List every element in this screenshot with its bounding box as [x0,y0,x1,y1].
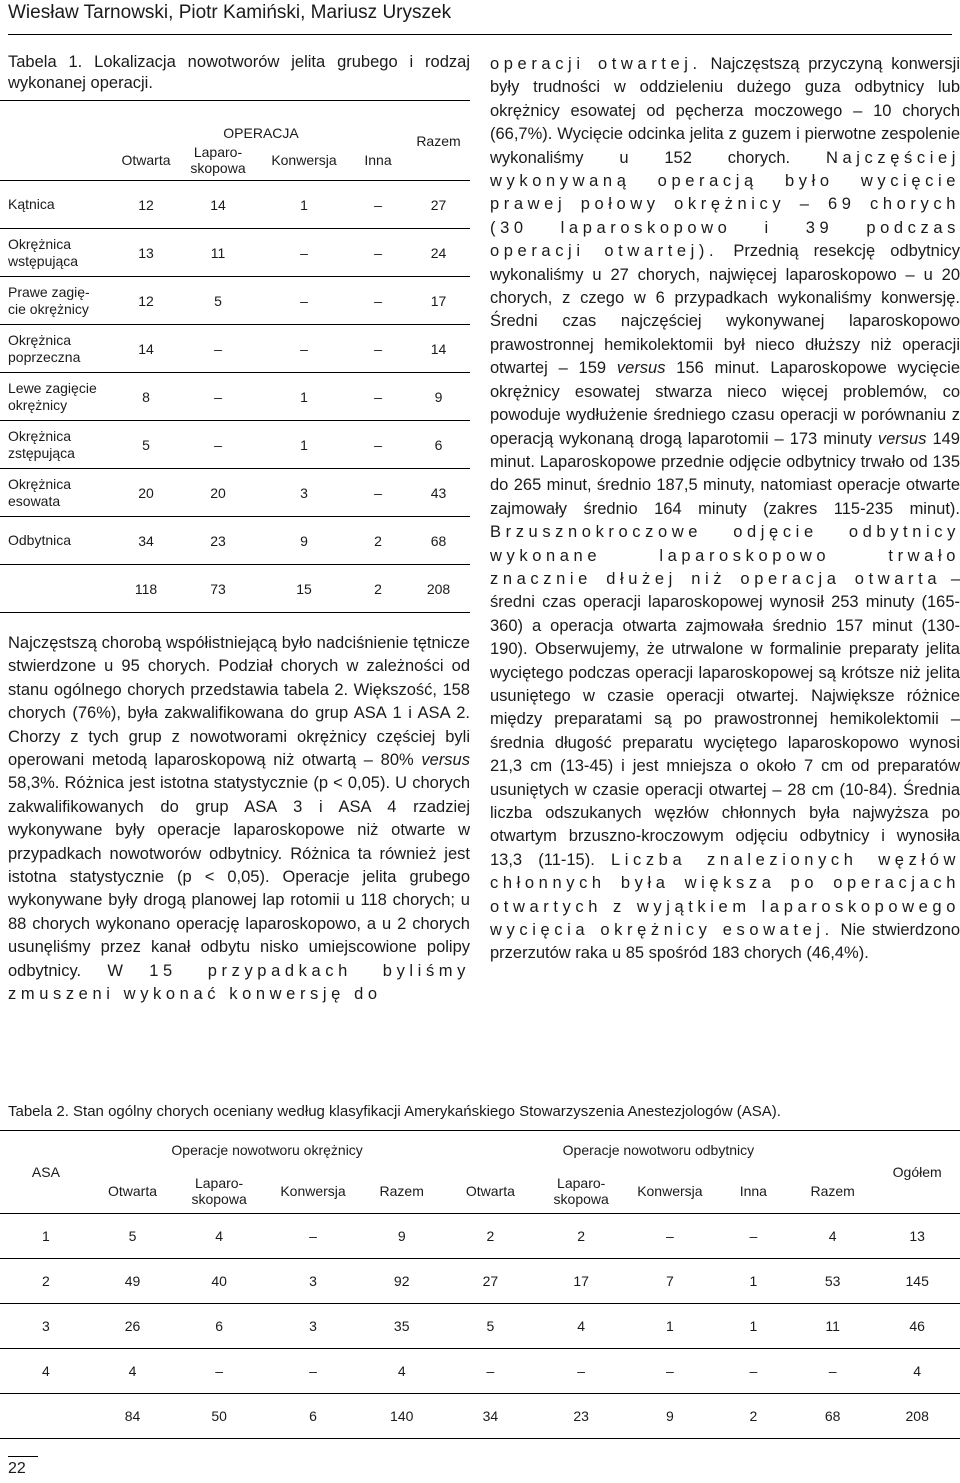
table1-cell: 12 [115,181,177,229]
table2-cell: – [624,1214,716,1259]
table2-cell: 2 [538,1214,624,1259]
table1-cell: – [259,277,349,325]
table1-row-label: Odbytnica [0,517,115,565]
table2-col-total: Ogółem [874,1131,960,1214]
running-header-authors: Wiesław Tarnowski, Piotr Kamiński, Mariusz Uryszek [8,2,452,23]
table1-cell: – [349,373,407,421]
table2-cell: 68 [791,1394,874,1439]
table1-cell: 23 [177,517,259,565]
table1-cell: 12 [115,277,177,325]
table1-total-row [0,565,470,613]
table2-cell: 5 [92,1214,173,1259]
table2-cell: 2 [0,1259,92,1304]
table2-col-asa: ASA [0,1131,92,1214]
table2-row [0,1214,960,1259]
table2-sub-konwersja: Konwersja [280,1183,346,1199]
paragraph: Najczęstszą chorobą współistniejącą było nadciśnienie tętnicze stwierdzone u 95 chorych. Podział chorych w zależności od stanu ogólnego chorych przedstawia tabela 2. Większość, 158 chorych (76%), była zakwalifikowana do grup ASA 1 i ASA 2. Chorzy z tych grup z nowotworami okrężnicy częściej byli operowani metodą laparoskopową niż otwartą – 80% versus 58,3%. Różnica jest istotna statystycznie (p < 0,05). U chorych zakwalifikowanych do grup ASA 3 i ASA 4 rzadziej wykonywane były operacje laparoskopowe niż otwarte w przypadkach nowotworów odbytnicy. Różnica ta również jest istotna statystycznie (p < 0,05). Operacje jelita grubego wykonywane były drogą planowej lap rotomii u 118 chorych; u 88 chorych wykonano operację laparoskopowo, a u 2 chorych usunęliśmy przez kanał odbytu nisko umiejscowione polipy odbytnicy. W 15 przypadkach byliśmy zmuszeni wykonać konwersję do [8,634,470,1004]
table2-cell: 2 [442,1214,538,1259]
table1-caption: Tabela 1. Lokalizacja nowotworów jelita grubego i rodzaj wykonanej operacji. [8,53,470,92]
table2-cell: 46 [874,1304,960,1349]
table1-col-laparoskopowa: Laparo- skopowa [190,144,246,177]
table2-sub-inna: Inna [739,1183,767,1199]
table1-row-label: Prawe zagię- cie okrężnicy [0,277,115,325]
table1-cell: – [349,469,407,517]
table1-cell: 3 [259,469,349,517]
table2-cell: 17 [538,1259,624,1304]
table2-cell: 4 [0,1349,92,1394]
table1-cell: 1 [259,421,349,469]
table2-cell: – [538,1349,624,1394]
paragraph: operacji otwartej. Najczęstszą przyczyną konwersji były trudności w oddzieleniu dużego guza odbytnicy lub okrężnicy esowatej od pęcherza moczowego – 10 chorych (66,7%). Wycięcie odcinka jelita z guzem i pierwotne zespolenie wykonaliśmy u 152 chorych. Najczęściej wykonywaną operacją było wycięcie prawej połowy okrężnicy – 69 chorych (30 laparoskopowo i 39 podczas operacji otwartej). Przednią resekcję odbytnicy wykonaliśmy u 27 chorych, najwięcej laparoskopowo – u 20 chorych, z czego w 6 przypadkach wykonaliśmy konwersję. Średni czas najczęściej wykonywanej laparoskopowo prawostronnej hemikolektomii był nieco dłuższy niż operacji otwartej – 159 versus 156 minut. Laparoskopowe wycięcie okrężnicy esowatej stwarza nieco więcej problemów, co powoduje wydłużenie średniego czasu operacji w porównaniu z operacją wykonaną drogą laparotomii – 173 minuty versus 149 minut. Laparoskopowe przednie odjęcie odbytnicy trwało od 135 do 265 minut, średnio 187,5 minuty, natomiast operacje otwarte zajmowały średnio 164 minuty (zakres 115-235 minut). Brzusznokroczowe odjęcie odbytnicy wykonane laparoskopowo trwało znacznie dłużej niż operacja otwarta – średni czas operacji laparoskopowej wynosił 253 minuty (165-360) a operacja otwarta zajmowała średnio 157 minut (130-190). Obserwujemy, że utrwalone w formalinie preparaty jelita wyciętego podczas operacji laparoskopowej są krótsze niż jelita usuniętego w czasie operacji otwartej. Największe różnice między preparatami są po prawostronnej hemikolektomii – średnia długość preparatu wyciętego laparoskopowo wynosi 21,3 cm (13-45) i jest mniejsza o około 7 cm od preparatów usuniętych w czasie operacji otwartej – 28 cm (10-84). Średnia liczba odszukanych węzłów chłonnych była najwyższa po otwartym brzuszno-kroczowym odjęciu odbytnicy i wynosiła 13,3 (11-15). Liczba znalezionych węzłów chłonnych była większa po operacjach otwartych z wyjątkiem laparoskopowego wycięcia okrężnicy esowatej. Nie stwierdzono przerzutów raka u 85 spośród 183 chorych (46,4%). [490,55,960,963]
table1-row-label: Okrężnica zstępująca [0,421,115,469]
table2-cell: 4 [361,1349,442,1394]
table2-cell [0,1394,92,1439]
table2-cell: 23 [538,1394,624,1439]
table2-cell: 140 [361,1394,442,1439]
table2-cell: 6 [173,1304,265,1349]
table2-cell: – [791,1349,874,1394]
table1-cell: 13 [115,229,177,277]
table2-cell: 34 [442,1394,538,1439]
table1-row-label: Kątnica [0,181,115,229]
table2-sub-otwarta: Otwarta [465,1183,515,1199]
table1-group-operacja: OPERACJA [115,101,407,141]
table2-sub-otwarta: Otwarta [108,1183,158,1199]
table2-cell: 49 [92,1259,173,1304]
table2-cell: 11 [791,1304,874,1349]
table2-cell: 40 [173,1259,265,1304]
table1-cell: 11 [177,229,259,277]
footer-rule [8,1456,38,1457]
table1-cell: 34 [115,517,177,565]
right-column-text [490,53,960,966]
table2-cell: 208 [874,1394,960,1439]
table1-total-cell: 15 [259,565,349,613]
table1-cell: – [259,229,349,277]
header-rule [8,34,952,35]
table2-cell: 3 [0,1304,92,1349]
table1-cell: 68 [407,517,470,565]
table1-cell: 20 [177,469,259,517]
table2-cell: 7 [624,1259,716,1304]
table1-row [0,469,470,517]
table2-cell: 1 [716,1304,791,1349]
table1-total-cell: 118 [115,565,177,613]
table2-cell: 1 [624,1304,716,1349]
table2-cell: – [442,1349,538,1394]
table1-cell: 5 [177,277,259,325]
table2-sub-laparoskopowa: Laparo- skopowa [553,1175,609,1207]
table2-sub-laparoskopowa: Laparo- skopowa [191,1175,247,1207]
table1-row-label: Okrężnica poprzeczna [0,325,115,373]
table2-group-rectum: Operacje nowotworu odbytnicy [442,1131,874,1170]
table1-row-label: Okrężnica esowata [0,469,115,517]
table2-cell: 145 [874,1259,960,1304]
table1-cell: 1 [259,373,349,421]
table2-cell: 3 [265,1259,361,1304]
table2-cell: 35 [361,1304,442,1349]
left-column-text [8,632,470,1007]
table2-cell: 4 [173,1214,265,1259]
table1-corner [0,101,115,141]
table1-row [0,229,470,277]
table1-row [0,325,470,373]
table2-row [0,1349,960,1394]
table1-row-label: Lewe zagięcie okrężnicy [0,373,115,421]
table1-row [0,181,470,229]
table2-cell: 9 [361,1214,442,1259]
table2-cell: 6 [265,1394,361,1439]
table1-cell: 2 [349,517,407,565]
table1-col-razem: Razem [407,101,470,181]
table2-cell: 4 [92,1349,173,1394]
table1-row [0,277,470,325]
table2-cell: – [716,1349,791,1394]
table1-col-inna: Inna [364,152,392,169]
table2-cell: 2 [716,1394,791,1439]
table2-cell: – [716,1214,791,1259]
table2-sub-razem: Razem [379,1183,424,1199]
table2-cell: 4 [538,1304,624,1349]
table2-cell: – [173,1349,265,1394]
table1-cell: 9 [407,373,470,421]
table2-cell: 84 [92,1394,173,1439]
table1-cell: – [349,325,407,373]
table2-cell: 27 [442,1259,538,1304]
table1-cell: 14 [177,181,259,229]
table1-total-cell: 2 [349,565,407,613]
table1-cell: 27 [407,181,470,229]
table1-cell: 6 [407,421,470,469]
table1-cell: – [349,421,407,469]
table2-total-row [0,1394,960,1439]
table1 [0,100,470,613]
table2 [0,1130,960,1439]
table1-cell: – [259,325,349,373]
table2-cell: 1 [716,1259,791,1304]
table2-row [0,1304,960,1349]
table2-cell: 50 [173,1394,265,1439]
table2-cell: 26 [92,1304,173,1349]
table1-cell: 14 [115,325,177,373]
page-number: 22 [8,1460,26,1477]
table1-cell: – [177,421,259,469]
table1-cell: 43 [407,469,470,517]
table2-cell: 13 [874,1214,960,1259]
table1-col-otwarta: Otwarta [121,152,171,169]
table2-cell: 53 [791,1259,874,1304]
table1-cell: 20 [115,469,177,517]
table2-cell: 4 [874,1349,960,1394]
table1-cell: 24 [407,229,470,277]
table2-row [0,1259,960,1304]
table2-cell: – [624,1349,716,1394]
table1-cell: – [177,373,259,421]
table1-row [0,517,470,565]
table2-cell: – [265,1214,361,1259]
table2-cell: 1 [0,1214,92,1259]
table1-cell: 5 [115,421,177,469]
table1-cell: – [177,325,259,373]
table1-col-konwersja: Konwersja [271,152,337,169]
table1-cell: 14 [407,325,470,373]
table1-cell: 8 [115,373,177,421]
table2-cell: 9 [624,1394,716,1439]
table2-cell: 5 [442,1304,538,1349]
table2-cell: 3 [265,1304,361,1349]
table1-cell: – [349,277,407,325]
table1-cell: 17 [407,277,470,325]
table2-cell: – [265,1349,361,1394]
table2-cell: 92 [361,1259,442,1304]
table2-sub-razem: Razem [810,1183,855,1199]
table1-row-label: Okrężnica wstępująca [0,229,115,277]
table2-cell: 4 [791,1214,874,1259]
table2-sub-konwersja: Konwersja [637,1183,703,1199]
table1-cell: 9 [259,517,349,565]
table1-total-cell: 73 [177,565,259,613]
table2-group-colon: Operacje nowotworu okrężnicy [92,1131,443,1170]
table1-row [0,421,470,469]
table1-cell: 1 [259,181,349,229]
table2-caption: Tabela 2. Stan ogólny chorych oceniany według klasyfikacji Amerykańskiego Stowarzyszenia Anestezjologów (ASA). [8,1103,781,1120]
table1-cell: – [349,229,407,277]
table1-row [0,373,470,421]
table1-total-cell: 208 [407,565,470,613]
table1-cell: – [349,181,407,229]
